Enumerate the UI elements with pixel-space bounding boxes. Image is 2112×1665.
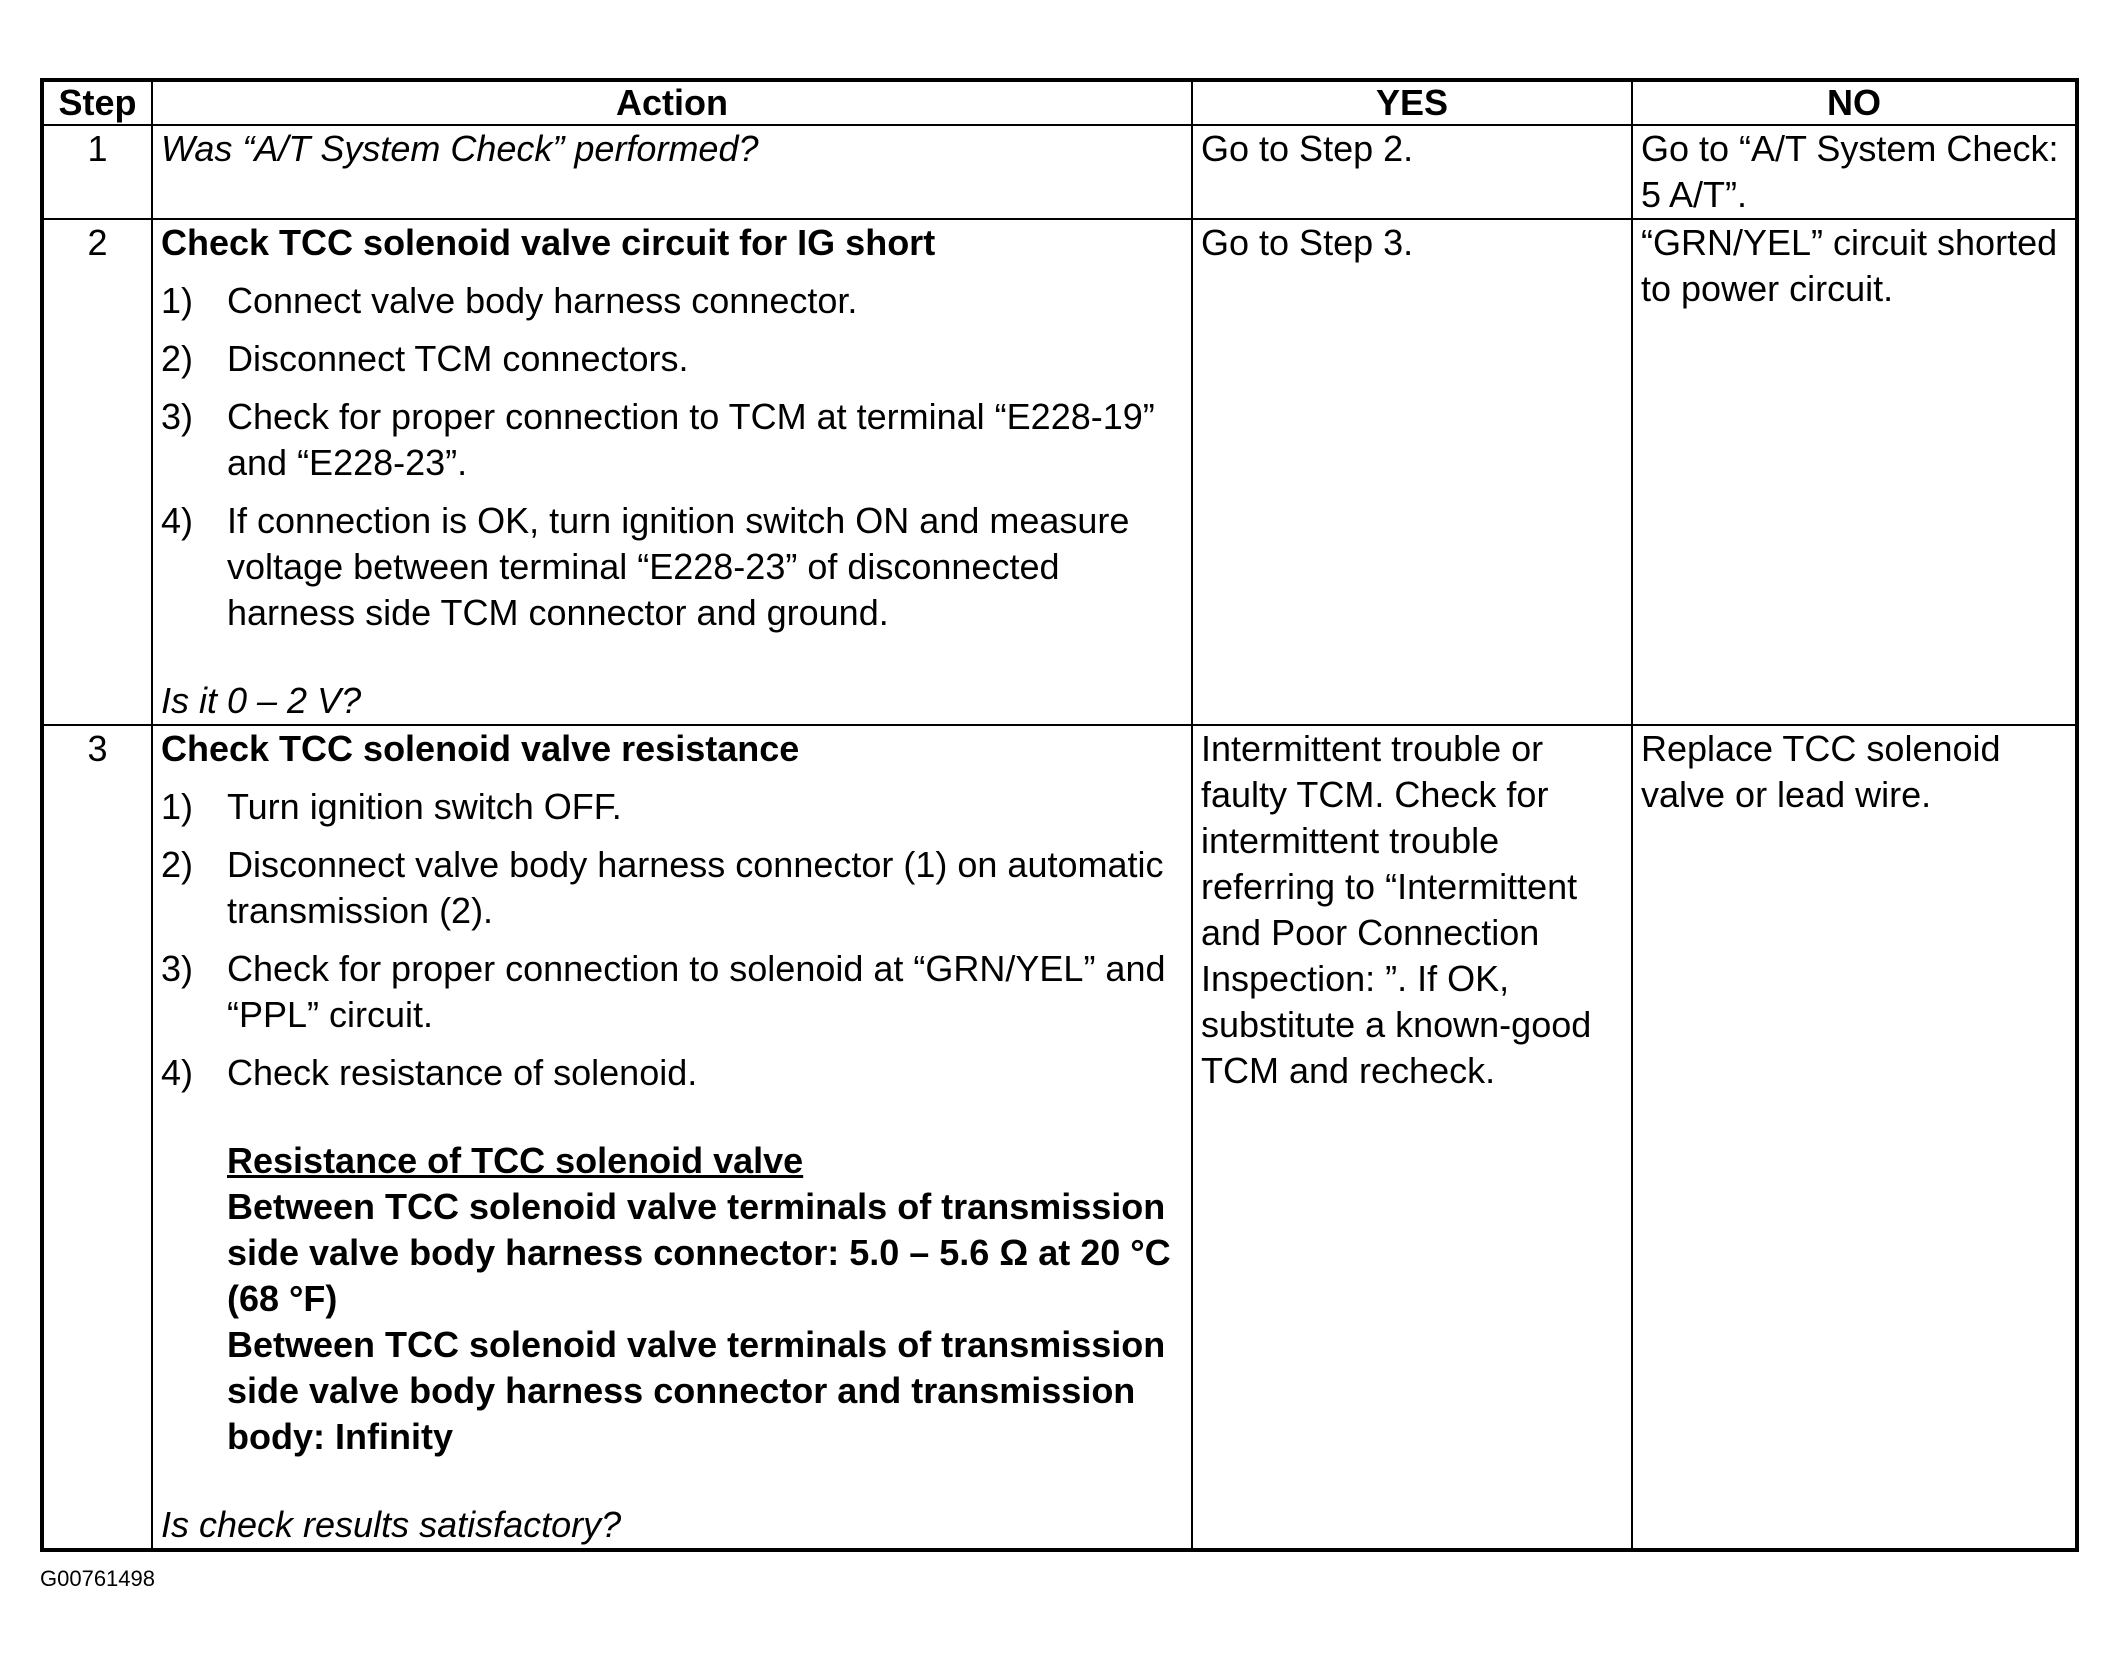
step-heading: Check TCC solenoid valve circuit for IG short [161,222,936,263]
item-number: 1) [161,280,194,321]
step-question: Is check results satisfactory? [161,1504,622,1545]
item-text: Connect valve body harness connector. [227,280,858,321]
step-heading: Check TCC solenoid valve resistance [161,728,800,769]
item-text: Disconnect valve body harness connector (1) on automatic transmission (2). [227,844,1164,931]
header-step: Step [42,80,152,125]
header-no: NO [1632,80,2077,125]
step-number: 3 [42,725,152,1550]
yes-cell: Go to Step 2. [1192,125,1632,219]
header-yes: YES [1192,80,1632,125]
no-cell: Go to “A/T System Check: 5 A/T”. [1632,125,2077,219]
item-number: 4) [161,1052,194,1093]
item-number: 1) [161,786,194,827]
list-item [161,498,1183,636]
item-text: Check resistance of solenoid. [227,1052,698,1093]
item-number: 4) [161,500,194,541]
no-cell: Replace TCC solenoid valve or lead wire. [1632,725,2077,1550]
item-number: 3) [161,948,194,989]
table-row [42,219,2077,725]
item-text: Check for proper connection to solenoid at “GRN/YEL” and “PPL” circuit. [227,948,1166,1035]
item-text: Check for proper connection to TCM at terminal “E228-19” and “E228-23”. [227,396,1155,483]
item-text: Turn ignition switch OFF. [227,786,622,827]
spec-block [227,1138,1183,1460]
action-list [161,784,1183,1096]
list-item [161,1050,1183,1096]
spec-line: Between TCC solenoid valve terminals of transmission side valve body harness connector and transmission body: Infinity [227,1324,1166,1457]
step-number: 2 [42,219,152,725]
no-cell: “GRN/YEL” circuit shorted to power circuit. [1632,219,2077,725]
step-question: Was “A/T System Check” performed? [161,128,759,169]
list-item [161,278,1183,324]
diagnostic-table [40,78,2079,1552]
table-row [42,725,2077,1550]
spec-line: Between TCC solenoid valve terminals of transmission side valve body harness connector: 5.0 – 5.6 Ω at 20 °C (68 °F) [227,1186,1171,1319]
list-item [161,394,1183,486]
yes-cell: Go to Step 3. [1192,219,1632,725]
list-item [161,946,1183,1038]
spec-heading: Resistance of TCC solenoid valve [227,1140,804,1181]
step-question: Is it 0 – 2 V? [161,680,362,721]
header-row [42,80,2077,125]
list-item [161,784,1183,830]
figure-id: G00761498 [40,1566,155,1591]
item-text: Disconnect TCM connectors. [227,338,689,379]
yes-cell: Intermittent trouble or faulty TCM. Check for intermittent trouble referring to “Intermittent and Poor Connection Inspection: ”. If OK, substitute a known-good TCM and recheck. [1192,725,1632,1550]
step-number: 1 [42,125,152,219]
item-number: 2) [161,338,194,379]
action-list [161,278,1183,636]
action-cell [152,725,1192,1550]
action-cell [152,125,1192,219]
item-text: If connection is OK, turn ignition switch ON and measure voltage between terminal “E228-23” of disconnected harness side TCM connector and ground. [227,500,1130,633]
item-number: 3) [161,396,194,437]
list-item [161,336,1183,382]
table-row [42,125,2077,219]
item-number: 2) [161,844,194,885]
header-action: Action [152,80,1192,125]
action-cell [152,219,1192,725]
list-item [161,842,1183,934]
